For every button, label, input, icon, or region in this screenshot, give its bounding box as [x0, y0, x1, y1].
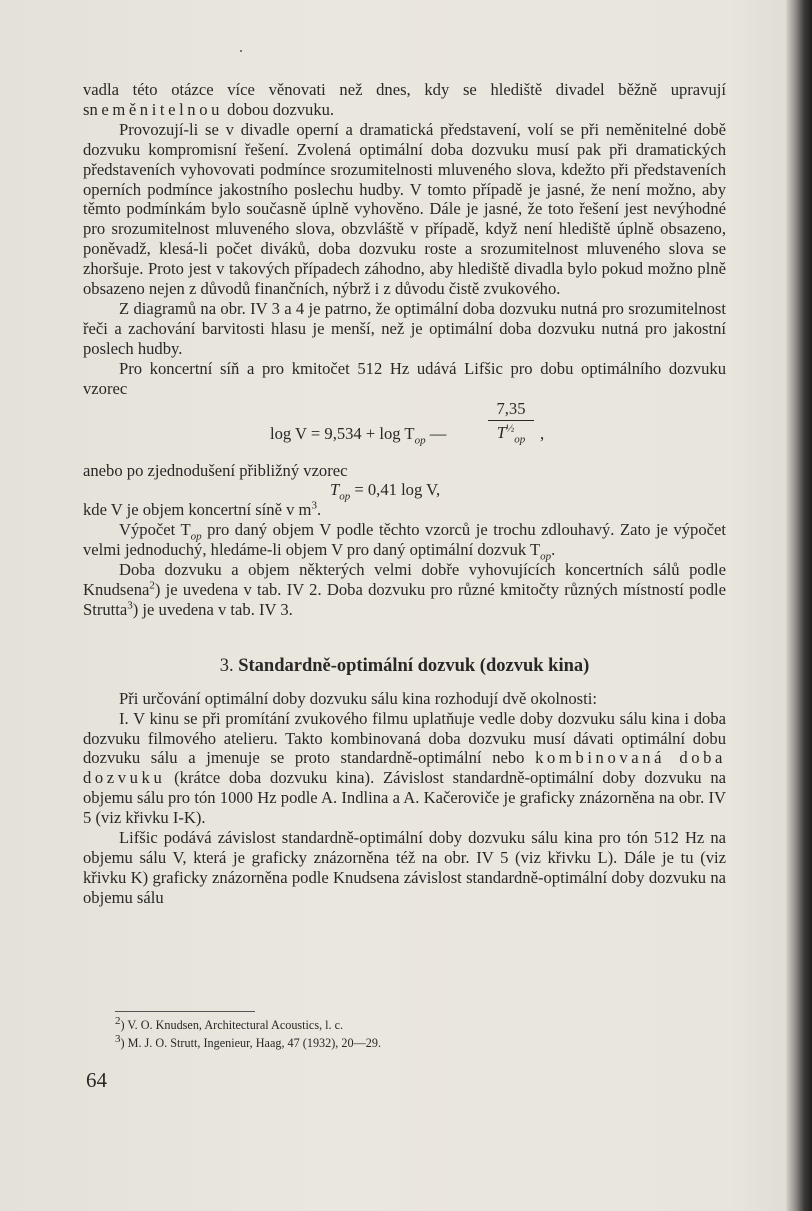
text-run: kde V je objem koncertní síně v m: [83, 500, 312, 520]
formula-lhs: [270, 424, 446, 444]
text-run: Výpočet T: [119, 520, 191, 540]
paragraph: Lifšic podává závislost standardně-optimální doby dozvuku sálu kina pro tón 512 Hz na objemu sálu V, která je graficky znázorněna též na obr. IV 5 (viz křivku L). Dále je tu (viz křivku K) graficky znázorněna podle Knudsena závislost standardně-optimální doby dozvuku na objemu sálu: [83, 828, 726, 907]
book-binding-edge: [786, 0, 812, 1211]
text-run: I. V kinu se při promítání zvukového filmu uplatňuje vedle doby dozvuku sálu kina i doba dozvuku filmového atelieru. Takto kombinovaná doba dozvuku musí dávati optimální dobu dozvuku sálu a jmenuje se proto standardně-optimální nebo: [83, 708, 726, 768]
footnote-divider: [115, 1011, 255, 1012]
footnote: [115, 1016, 715, 1034]
formula-top: [83, 480, 726, 503]
print-speck: [240, 50, 242, 52]
formula-subscript: op: [514, 433, 526, 446]
main-text: [83, 80, 726, 908]
spaced-text: kombinovaná doba dozvuku: [83, 748, 726, 788]
footnote-mark: 3: [115, 1032, 121, 1045]
text-run: vadla této otázce více věnovati než dnes, kdy se hlediště divadel běžně upravují s: [83, 80, 726, 119]
footnote-ref: 2: [149, 579, 155, 592]
text-run: .: [316, 500, 322, 520]
paragraph: Z diagramů na obr. IV 3 a 4 je patrno, že optimální doba dozvuku nutná pro srozumitelnost řeči a zachování barvitosti hlasu je menší, než je optimální doba dozvuku nutná pro jakostní poslech hudby.: [83, 298, 726, 358]
paragraph: [83, 560, 726, 620]
footnote: [115, 1034, 715, 1052]
paragraph: [83, 520, 726, 563]
formula-text: log V = 9,534 + log T: [270, 423, 415, 443]
spaced-text: neměnitelnou: [89, 99, 223, 119]
subscript: op: [190, 530, 202, 543]
formula-log-v: [83, 399, 726, 461]
fraction-numerator: 7,35: [488, 399, 534, 422]
formula-expression: [330, 480, 441, 503]
fraction-denominator: [488, 421, 534, 446]
text-run: (krátce doba dozvuku kina). Závislost standardně-optimální doby dozvuku na objemu sálu pro tón 1000 Hz podle A. Indlina a A. Kačeroviče je graficky znázorněna na obr. IV 5 (viz křivku I-K).: [83, 768, 726, 828]
superscript: 3: [311, 499, 317, 512]
paragraph: [83, 500, 726, 520]
footnote-text: ) V. O. Knudsen, Architectural Acoustics, l. c.: [120, 1018, 344, 1032]
footnote-ref: 3: [127, 599, 133, 612]
paragraph: anebo po zjednodušení přibližný vzorec: [83, 460, 348, 480]
formula-subscript: op: [339, 490, 351, 503]
section-number: 3.: [219, 655, 234, 676]
formula-subscript: op: [414, 433, 426, 446]
formula-text: —: [425, 423, 447, 443]
paragraph: Pro koncertní síň a pro kmitočet 512 Hz udává Lifšic pro dobu optimálního dozvuku vzorec: [83, 358, 726, 398]
formula-superscript: ½: [505, 422, 515, 435]
paragraph: Provozují-li se v divadle operní a dramatická představení, volí se při neměnitelné době dozvuku kompromisní řešení. Zvolená optimální doba dozvuku musí pak při dramatických představeních vyhovovati podmínce srozumitelnosti mluveného slova, kdežto při představeních operních podmínce jakostního poslechu hudby. V tomto případě je jasné, že není možno, aby těmto podmínkám bylo současně úplně vyhověno. Dále je jasné, že toto řešení jest nevýhodné pro srozumitelnost mluveného slova, obzvláště v případě, když není hlediště úplně obsazeno, poněvadž, klesá-li počet diváků, doba dozvuku roste a srozumitelnost mluveného slova se zhoršuje. Proto jest v takových případech záhodno, aby hlediště divadla bylo pokud možno plně obsazeno nejen z důvodů finančních, nýbrž i z důvodu čistě zvukového.: [83, 119, 726, 299]
text-run: Doba dozvuku a objem některých velmi dobře vyhovujících koncertních sálů podle Knudsena: [83, 560, 726, 600]
text-run: ) je uvedena v tab. IV 3.: [132, 599, 293, 619]
footnote-text: ) M. J. O. Strutt, Ingenieur, Haag, 47 (1932), 20—29.: [120, 1036, 381, 1050]
text-run: .: [551, 540, 556, 560]
text-run: ) je uvedena v tab. IV 2. Doba dozvuku pro různé kmitočty různých místností podle Strutta: [83, 580, 726, 619]
formula-comma: ,: [540, 423, 545, 443]
text-run: dobou dozvuku.: [227, 99, 335, 119]
formula-fraction: [488, 399, 534, 444]
page-number: 64: [86, 1068, 107, 1092]
footnote-mark: 2: [115, 1014, 121, 1027]
text-run: pro daný objem V podle těchto vzorců je trochu zdlouhavý. Zato je výpočet velmi jednoduchý, hledáme-li objem V pro daný optimální dozvuk T: [83, 520, 726, 560]
paragraph: Při určování optimální doby dozvuku sálu kina rozhodují dvě okolnosti:: [119, 688, 597, 708]
section-title: Standardně-optimální dozvuk (dozvuk kina): [238, 655, 590, 676]
paragraph: [83, 80, 726, 120]
paragraph: [83, 709, 726, 828]
formula-symbol: T: [330, 480, 340, 500]
formula-text: = 0,41 log V,: [350, 480, 441, 500]
footnotes: [115, 1016, 715, 1052]
formula-symbol: T: [496, 423, 506, 443]
subscript: op: [540, 550, 552, 563]
section-heading: [83, 657, 726, 677]
